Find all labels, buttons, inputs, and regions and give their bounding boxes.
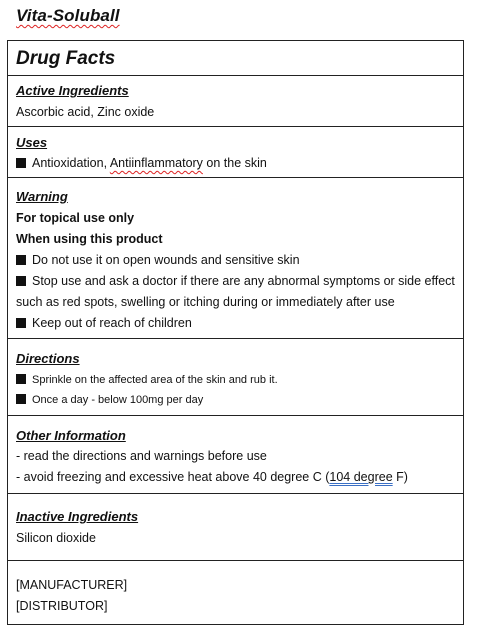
directions-item-1-text: Sprinkle on the affected area of the skin and rub it. [32, 374, 278, 386]
footer-section [8, 561, 463, 625]
warning-item-2-text: Stop use and ask a doctor if there are any abnormal symptoms or side effect [32, 274, 455, 288]
directions-section [8, 339, 463, 416]
distributor-label: [DISTRIBUTOR] [16, 599, 108, 613]
warning-item-3-text: Keep out of reach of children [32, 316, 192, 330]
bullet-square-icon [16, 374, 26, 384]
warning-heading: Warning [16, 189, 68, 204]
active-ingredients-text: Ascorbic acid, Zinc oxide [16, 105, 155, 119]
bullet-square-icon [16, 255, 26, 265]
uses-section [8, 127, 463, 178]
bullet-square-icon [16, 276, 26, 286]
warning-item-1-text: Do not use it on open wounds and sensitive skin [32, 253, 300, 267]
uses-text-a: Antioxidation, [32, 156, 110, 170]
manufacturer-label: [MANUFACTURER] [16, 578, 128, 592]
active-ingredients-heading: Active Ingredients [16, 83, 129, 98]
directions-item-2 [16, 394, 203, 406]
active-ingredients-section [8, 76, 463, 127]
bullet-square-icon [16, 394, 26, 404]
directions-item-1 [16, 374, 278, 386]
directions-heading: Directions [16, 351, 80, 366]
other-information-line-2 [16, 470, 408, 484]
other-information-section [8, 416, 463, 494]
brand-name [16, 6, 120, 26]
other-line-2-a: - avoid freezing and excessive heat above 40 degree C ( [16, 470, 330, 484]
other-line-2-c: F) [392, 470, 408, 484]
bullet-square-icon [16, 318, 26, 328]
warning-item-3 [16, 316, 192, 330]
uses-heading: Uses [16, 135, 48, 150]
uses-line [16, 156, 267, 170]
title-section [8, 41, 463, 76]
bullet-square-icon [16, 158, 26, 168]
inactive-ingredients-text: Silicon dioxide [16, 531, 96, 545]
warning-item-2 [16, 274, 455, 288]
uses-text-c: on the skin [202, 156, 267, 170]
inactive-ingredients-heading: Inactive Ingredients [16, 509, 139, 524]
inactive-ingredients-section [8, 494, 463, 561]
other-line-2-b: 104 degree [329, 470, 393, 484]
warning-when-using: When using this product [16, 232, 163, 246]
directions-item-2-text: Once a day - below 100mg per day [32, 394, 204, 406]
drug-facts-panel [7, 40, 464, 625]
warning-item-1 [16, 253, 300, 267]
uses-text-b: Antiinflammatory [109, 156, 203, 170]
warning-item-2-continued: such as red spots, swelling or itching during or immediately after use [16, 295, 395, 309]
other-information-heading: Other Information [16, 428, 126, 443]
brand-name-text: Vita-Soluball [16, 6, 120, 25]
warning-section [8, 178, 463, 339]
other-information-line-1: - read the directions and warnings before use [16, 449, 267, 463]
drug-facts-title: Drug Facts [16, 48, 116, 69]
warning-topical: For topical use only [16, 211, 135, 225]
